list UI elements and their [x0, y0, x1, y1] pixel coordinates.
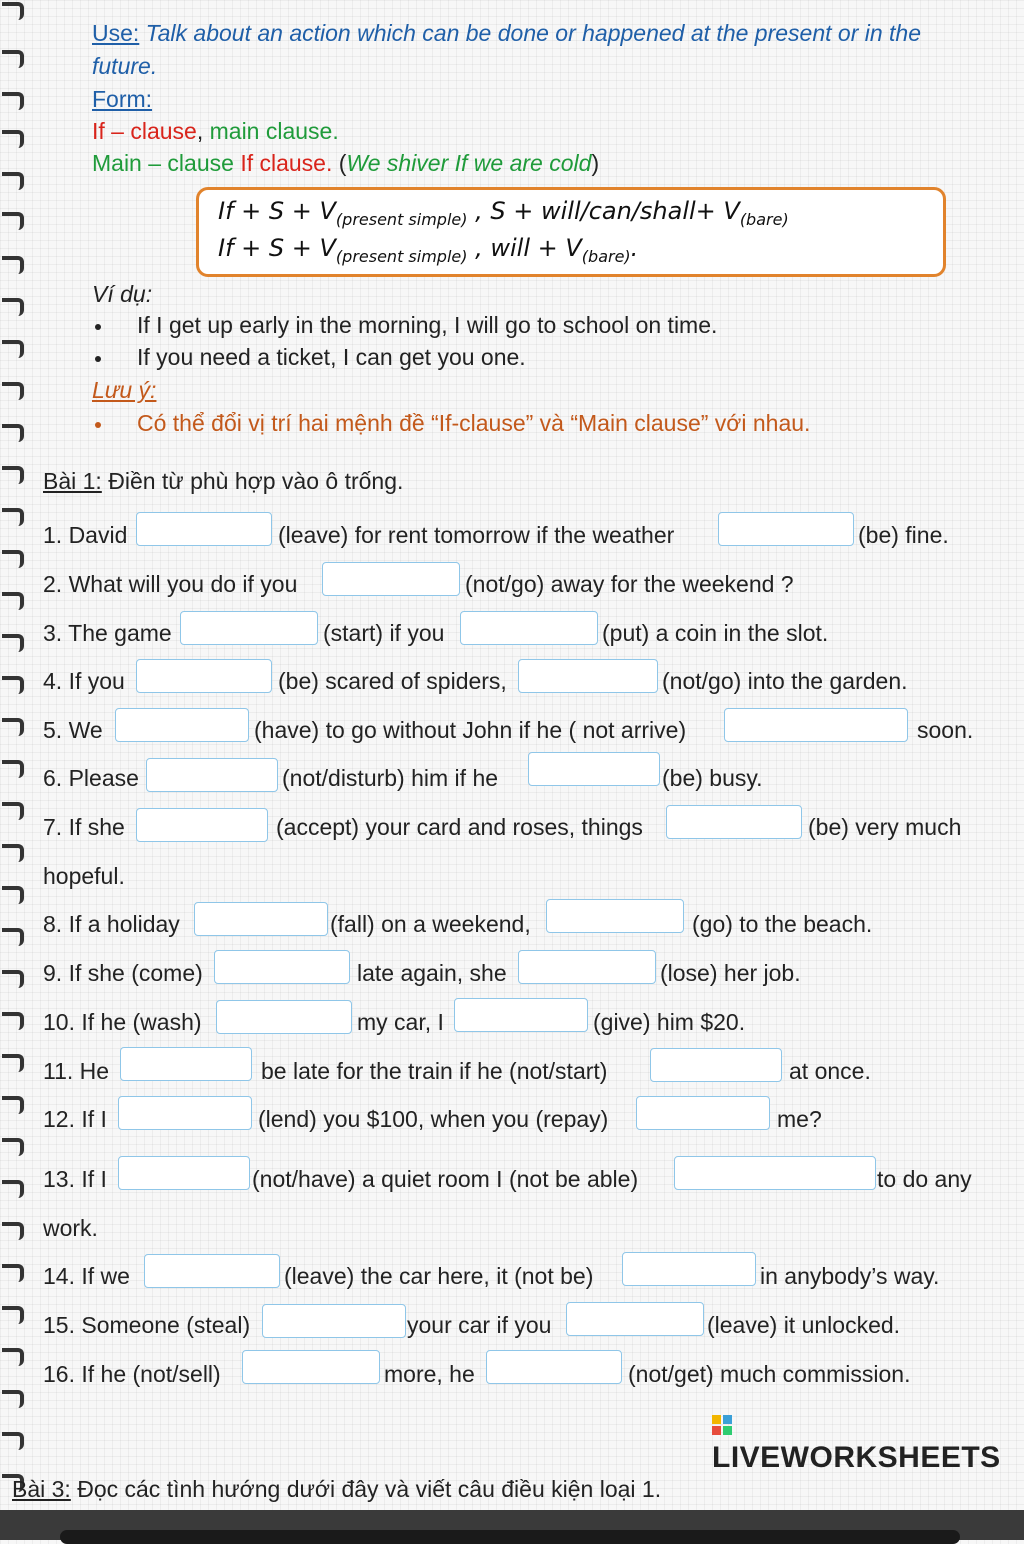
q15-text-b: your car if you: [407, 1312, 552, 1338]
formula-1-a: If + S + V: [218, 197, 336, 225]
formula-2-b: , will + V: [467, 234, 582, 262]
exercise-1-title: [43, 468, 403, 495]
example-2: If you need a ticket, I can get you one.: [137, 344, 526, 370]
answer-input[interactable]: [120, 1047, 252, 1081]
answer-input[interactable]: [566, 1302, 704, 1336]
answer-input[interactable]: [724, 708, 908, 742]
q3-text-c: (put) a coin in the slot.: [602, 620, 829, 646]
q3-text-a: 3. The game: [43, 620, 172, 646]
answer-input[interactable]: [180, 611, 318, 645]
q2-text-b: (not/go) away for the weekend ?: [465, 571, 794, 597]
answer-input[interactable]: [718, 512, 854, 546]
home-indicator: [60, 1530, 960, 1544]
q8-text-a: 8. If a holiday: [43, 911, 180, 937]
answer-input[interactable]: [136, 659, 272, 693]
liveworksheets-logo: [712, 1407, 1024, 1475]
q13-text-a: 13. If I: [43, 1166, 107, 1192]
use-text: Talk about an action which can be done or happened at the present or in the: [139, 20, 922, 46]
q9-text-a: 9. If she (come): [43, 960, 203, 986]
example-1: If I get up early in the morning, I will go to school on time.: [137, 312, 718, 338]
q5-text-c: soon.: [917, 717, 974, 743]
answer-input[interactable]: [242, 1350, 380, 1384]
q5-text-a: 5. We: [43, 717, 103, 743]
q4-text-b: (be) scared of spiders,: [278, 668, 507, 694]
answer-input[interactable]: [216, 1000, 352, 1034]
note-label: Lưu ý:: [92, 377, 157, 403]
q3-text-b: (start) if you: [323, 620, 445, 646]
q12-text-b: (lend) you $100, when you (repay): [258, 1106, 609, 1132]
answer-input[interactable]: [194, 902, 328, 936]
answer-input[interactable]: [636, 1096, 770, 1130]
bullet-icon: [95, 324, 101, 330]
form-line-1: [92, 118, 339, 145]
main-clause-text: main clause.: [209, 118, 339, 144]
formula-2-c: .: [630, 234, 639, 262]
exercise-1-instruction: Điền từ phù hợp vào ô trống.: [101, 468, 404, 494]
if-clause-label: If clause.: [240, 150, 333, 176]
q11-text-b: be late for the train if he (not/start): [261, 1058, 608, 1084]
notebook-spiral: [0, 0, 24, 1540]
q6-text-c: (be) busy.: [662, 765, 763, 791]
q1-text-b: (leave) for rent tomorrow if the weather: [278, 522, 675, 548]
exercise-3-title: [12, 1476, 661, 1503]
answer-input[interactable]: [214, 950, 350, 984]
formula-1-sub1: (present simple): [335, 209, 468, 229]
answer-input[interactable]: [454, 998, 588, 1032]
answer-input[interactable]: [146, 758, 278, 792]
answer-input[interactable]: [650, 1048, 782, 1082]
bullet-icon: [95, 356, 101, 362]
exercise-3-instruction: Đọc các tình hướng dưới đây và viết câu điều kiện loại 1.: [70, 1476, 662, 1502]
q14-text-c: in anybody’s way.: [760, 1263, 940, 1289]
use-text-cont: future.: [92, 53, 158, 79]
formula-2-sub2: (bare): [581, 246, 631, 266]
q8-text-b: (fall) on a weekend,: [330, 911, 531, 937]
answer-input[interactable]: [118, 1156, 250, 1190]
answer-input[interactable]: [144, 1254, 280, 1288]
q16-text-b: more, he: [384, 1361, 475, 1387]
form-example: We shiver If we are cold: [346, 150, 592, 176]
answer-input[interactable]: [322, 562, 460, 596]
answer-input[interactable]: [115, 708, 249, 742]
q9-text-b: late again, she: [357, 960, 507, 986]
q15-text-c: (leave) it unlocked.: [707, 1312, 901, 1338]
answer-input[interactable]: [118, 1096, 252, 1130]
q15-text-a: 15. Someone (steal): [43, 1312, 251, 1338]
q16-text-a: 16. If he (not/sell): [43, 1361, 221, 1387]
formula-1-b: , S + will/can/shall+ V: [467, 197, 740, 225]
answer-input[interactable]: [136, 808, 268, 842]
formula-2-sub1: (present simple): [335, 246, 468, 266]
bullet-icon: [95, 422, 101, 428]
q16-text-c: (not/get) much commission.: [628, 1361, 911, 1387]
paren-open: (: [332, 150, 347, 176]
q7-text-a: 7. If she: [43, 814, 125, 840]
use-line: [92, 20, 921, 47]
q13-text-c: to do any: [877, 1166, 972, 1192]
q7-text-cont: hopeful.: [43, 863, 125, 889]
formula-line-1: [218, 197, 789, 229]
answer-input[interactable]: [486, 1350, 622, 1384]
q9-text-c: (lose) her job.: [660, 960, 801, 986]
q8-text-c: (go) to the beach.: [692, 911, 873, 937]
formula-line-2: [218, 234, 638, 266]
q7-text-b: (accept) your card and roses, things: [276, 814, 643, 840]
q13-text-cont: work.: [43, 1215, 98, 1241]
if-clause-text: If – clause: [92, 118, 197, 144]
answer-input[interactable]: [666, 805, 802, 839]
answer-input[interactable]: [262, 1304, 406, 1338]
liveworksheets-logo-icon: [712, 1415, 732, 1435]
exercise-1-label: Bài 1:: [43, 468, 102, 494]
q12-text-a: 12. If I: [43, 1106, 107, 1132]
answer-input[interactable]: [546, 899, 684, 933]
form-line-2: [92, 150, 599, 177]
main-clause-label: Main – clause: [92, 150, 241, 176]
q1-text-a: 1. David: [43, 522, 128, 548]
q4-text-c: (not/go) into the garden.: [662, 668, 908, 694]
q7-text-c: (be) very much: [808, 814, 962, 840]
examples-label: Ví dụ:: [92, 281, 153, 307]
q4-text-a: 4. If you: [43, 668, 125, 694]
answer-input[interactable]: [136, 512, 272, 546]
use-label: Use:: [92, 20, 140, 46]
q10-text-c: (give) him $20.: [593, 1009, 746, 1035]
answer-input[interactable]: [622, 1252, 756, 1286]
formula-1-sub2: (bare): [739, 209, 789, 229]
q14-text-b: (leave) the car here, it (not be): [284, 1263, 594, 1289]
q2-text-a: 2. What will you do if you: [43, 571, 298, 597]
answer-input[interactable]: [674, 1156, 876, 1190]
form-label: Form:: [92, 86, 153, 112]
q10-text-a: 10. If he (wash): [43, 1009, 202, 1035]
q6-text-b: (not/disturb) him if he: [282, 765, 499, 791]
q12-text-c: me?: [777, 1106, 822, 1132]
q14-text-a: 14. If we: [43, 1263, 130, 1289]
formula-2-a: If + S + V: [218, 234, 336, 262]
answer-input[interactable]: [518, 950, 656, 984]
q1-text-c: (be) fine.: [858, 522, 949, 548]
q13-text-b: (not/have) a quiet room I (not be able): [252, 1166, 639, 1192]
answer-input[interactable]: [518, 659, 658, 693]
comma-text: ,: [196, 118, 210, 144]
q5-text-b: (have) to go without John if he ( not arrive): [254, 717, 687, 743]
q11-text-c: at once.: [789, 1058, 871, 1084]
answer-input[interactable]: [460, 611, 598, 645]
paren-close: ): [591, 150, 600, 176]
q10-text-b: my car, I: [357, 1009, 444, 1035]
q6-text-a: 6. Please: [43, 765, 139, 791]
q11-text-a: 11. He: [43, 1058, 110, 1084]
brand-name: LIVEWORKSHEETS: [712, 1441, 1001, 1474]
exercise-3-label: Bài 3:: [12, 1476, 71, 1502]
answer-input[interactable]: [528, 752, 660, 786]
note-text: Có thể đổi vị trí hai mệnh đề “If-clause” và “Main clause” với nhau.: [137, 410, 811, 436]
